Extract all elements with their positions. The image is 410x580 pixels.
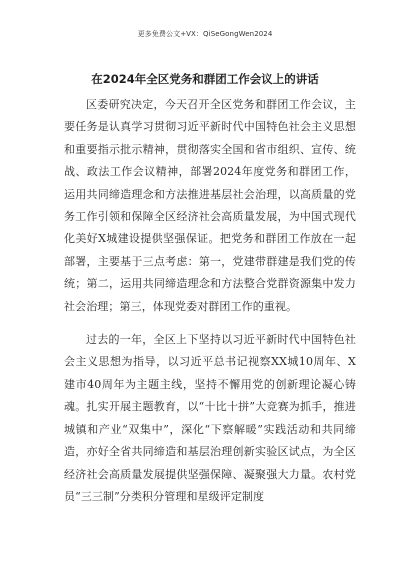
page-header: 更多免费公文+VX：QiSeGongWen2024 <box>137 30 273 38</box>
paragraph: 过去的一年，全区上下坚持以习近平新时代中国特色社会主义思想为指导，以习近平总书记视察XX城10周年、X建市40周年为主题主线，坚持不懈用党的创新理论凝心铸魂。扎实开展主题教育，以“十比十拼”大竞赛为抓手，推进城镇和产业“双集中”，深化“下察解暖”实践活动和共同缔造，亦好全省共同缔造和基层治理创新实验区试点，为全区经济社会高质量发展提供坚强保障、凝聚强大力量。农村党员“三三制”分类积分管理和星级评定制度 <box>64 333 356 503</box>
document-body <box>64 94 356 508</box>
document-title: 在2024年全区党务和群团工作会议上的讲话 <box>91 72 319 86</box>
paragraph: 区委研究决定，今天召开全区党务和群团工作会议，主要任务是认真学习贯彻习近平新时代中国特色社会主义思想和重要指示批示精神，贯彻落实全国和省市组织、宣传、统战、政法工作会议精神，部署2024年度党务和群团工作，运用共同缔造理念和方法推进基层社会治理，以高质量的党务工作引领和保障全区经济社会高质量发展，为中国式现代化美好X城建设提供坚强保证。把党务和群团工作放在一起部署，主要基于三点考虑：第一，党建带群建是我们党的传统；第二，运用共同缔造理念和方法整合党群资源集中发力社会治理；第三，体现党委对群团工作的重视。 <box>64 98 356 313</box>
